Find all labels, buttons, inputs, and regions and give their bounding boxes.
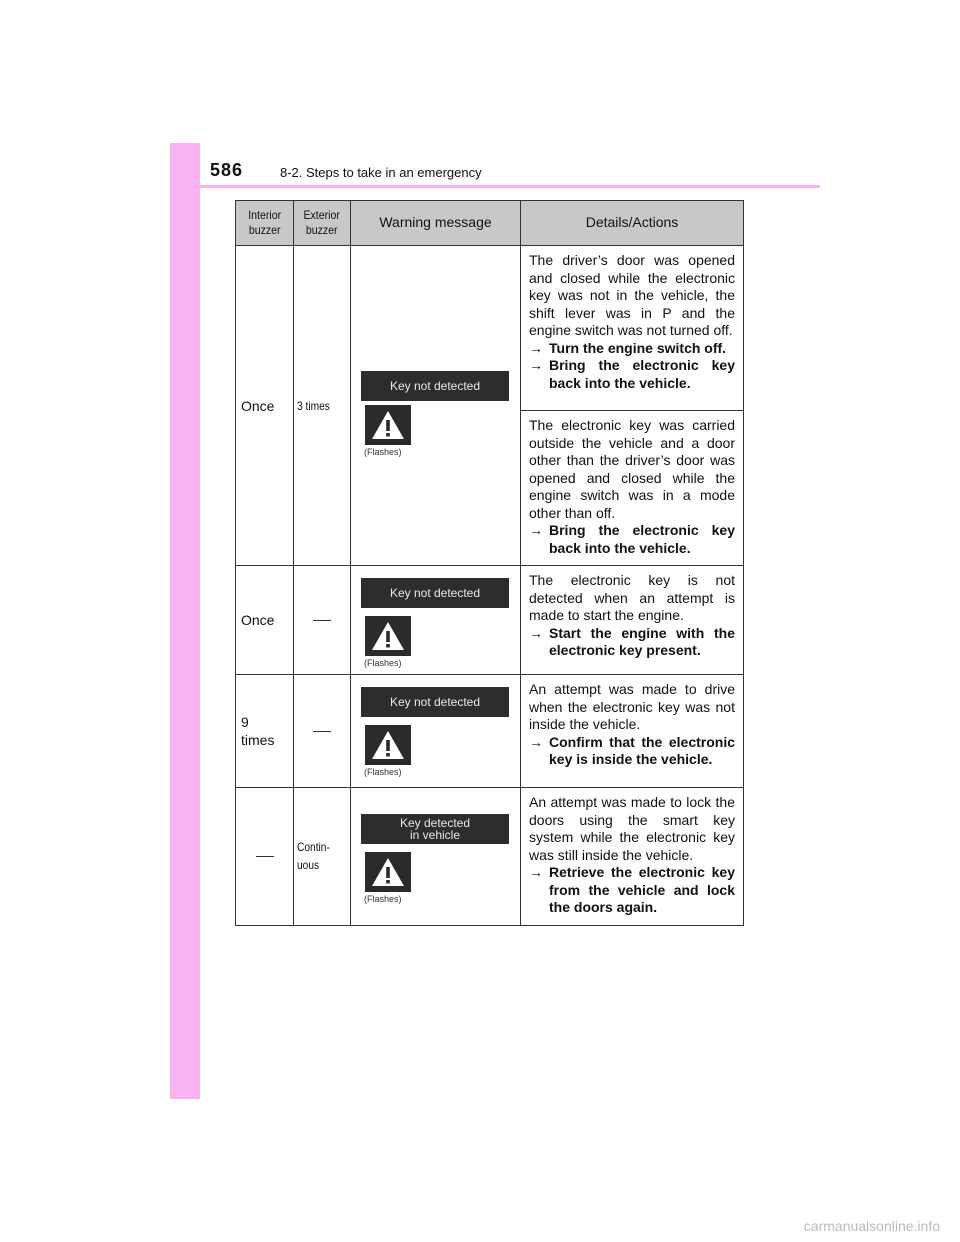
action-item: → Retrieve the electronic key from the vehicle and lock the doors again. bbox=[529, 864, 735, 915]
details-cell: The driver’s door was opened and closed while the electronic key was not in the vehicle, the shift lever was in P and the engine switch was not turned off. → Turn the engine switch off. → Bring the electronic key back into the vehicle. bbox=[521, 246, 744, 411]
table-row bbox=[236, 246, 744, 411]
header-rule bbox=[170, 185, 820, 188]
page-number: 586 bbox=[210, 160, 244, 180]
table-header-row bbox=[236, 201, 744, 246]
warning-banner: Key not detected bbox=[361, 371, 509, 401]
header-warning-message: Warning message bbox=[351, 201, 521, 246]
table-row bbox=[236, 675, 744, 788]
details-cell: The electronic key is not detected when an attempt is made to start the engine. → Start the engine with the electronic key present. bbox=[521, 566, 744, 675]
warning-triangle-icon bbox=[365, 405, 411, 445]
flashes-label: (Flashes) bbox=[364, 894, 402, 905]
section-title: 8-2. Steps to take in an emergency bbox=[280, 165, 482, 180]
header-interior-buzzer: Interior buzzer bbox=[236, 201, 294, 246]
details-cell: An attempt was made to drive when the electronic key was not inside the vehicle. → Confirm that the electronic key is inside the vehicle. bbox=[521, 675, 744, 788]
warning-message-cell bbox=[351, 675, 521, 788]
watermark: carmanualsonline.info bbox=[803, 1218, 940, 1234]
exterior-buzzer-cell bbox=[294, 675, 351, 788]
warning-banner: Key detected in vehicle bbox=[361, 814, 509, 844]
dash-mark bbox=[313, 620, 331, 621]
flashes-label: (Flashes) bbox=[364, 446, 402, 457]
warning-triangle-icon bbox=[365, 852, 411, 892]
warning-banner: Key not detected bbox=[361, 578, 509, 608]
flashes-label: (Flashes) bbox=[364, 767, 402, 777]
interior-buzzer-cell: Once bbox=[236, 566, 294, 675]
action-item: → Turn the engine switch off. bbox=[529, 339, 727, 356]
exterior-buzzer-cell: Contin- uous bbox=[294, 788, 351, 926]
interior-buzzer-cell: Once bbox=[236, 246, 294, 566]
warning-banner: Key not detected bbox=[361, 687, 509, 717]
exterior-buzzer-cell: 3 times bbox=[294, 246, 351, 566]
header-details-actions: Details/Actions bbox=[521, 201, 744, 246]
table-row bbox=[236, 566, 744, 675]
action-item: → Start the engine with the electronic key present. bbox=[529, 624, 735, 658]
warning-message-cell bbox=[351, 246, 521, 566]
warning-table bbox=[235, 200, 744, 926]
warning-triangle-icon bbox=[365, 616, 411, 656]
interior-buzzer-cell bbox=[236, 788, 294, 926]
details-cell: The electronic key was carried outside the vehicle and a door other than the driver’s door was opened and closed while the engine switch was in a mode other than off. → Bring the electronic key back into the vehicle. bbox=[521, 411, 744, 566]
flashes-label: (Flashes) bbox=[364, 658, 402, 668]
chapter-sidebar-tab bbox=[170, 143, 200, 1099]
action-item: → Confirm that the electronic key is inside the vehicle. bbox=[529, 733, 735, 767]
warning-message-cell bbox=[351, 566, 521, 675]
dash-mark bbox=[256, 856, 274, 857]
details-cell: An attempt was made to lock the doors using the smart key system while the electronic key was still inside the vehicle. → Retrieve the electronic key from the vehicle and lock the doors again. bbox=[521, 788, 744, 926]
exterior-buzzer-cell bbox=[294, 566, 351, 675]
action-item: → Bring the electronic key back into the vehicle. bbox=[529, 357, 735, 391]
dash-mark bbox=[313, 731, 331, 732]
header-exterior-buzzer: Exterior buzzer bbox=[294, 201, 351, 246]
warning-triangle-icon bbox=[365, 725, 411, 765]
action-item: → Bring the electronic key back into the vehicle. bbox=[529, 522, 735, 556]
interior-buzzer-cell: 9 times bbox=[236, 675, 294, 788]
warning-message-cell bbox=[351, 788, 521, 926]
table-row bbox=[236, 788, 744, 926]
